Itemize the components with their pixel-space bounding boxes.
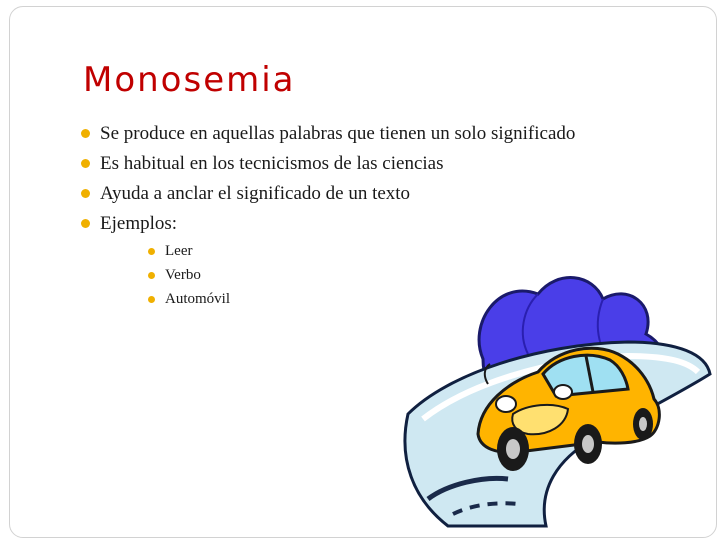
bullet-text: Es habitual en los tecnicismos de las ciencias bbox=[100, 153, 444, 174]
sub-bullet-dot-icon bbox=[148, 248, 155, 255]
bullet-dot-icon bbox=[81, 159, 90, 168]
bullet-dot-icon bbox=[81, 219, 90, 228]
bullet-dot-icon bbox=[81, 129, 90, 138]
car-illustration bbox=[388, 264, 713, 529]
bullet-item bbox=[81, 180, 601, 207]
sub-bullet-dot-icon bbox=[148, 296, 155, 303]
example-text: Verbo bbox=[165, 267, 201, 283]
bullet-dot-icon bbox=[81, 189, 90, 198]
example-text: Automóvil bbox=[165, 291, 231, 307]
sub-bullet-dot-icon bbox=[148, 272, 155, 279]
bullet-item bbox=[81, 210, 601, 237]
bullet-text: Se produce en aquellas palabras que tienen un solo significado bbox=[100, 123, 576, 144]
example-text: Leer bbox=[165, 243, 193, 259]
example-item bbox=[148, 240, 601, 262]
bullet-item bbox=[81, 150, 601, 177]
slide-title: Monosemia bbox=[83, 60, 296, 100]
bullet-text: Ayuda a anclar el significado de un texto bbox=[100, 183, 411, 204]
bullet-text: Ejemplos: bbox=[100, 213, 178, 234]
bullet-item bbox=[81, 120, 601, 147]
